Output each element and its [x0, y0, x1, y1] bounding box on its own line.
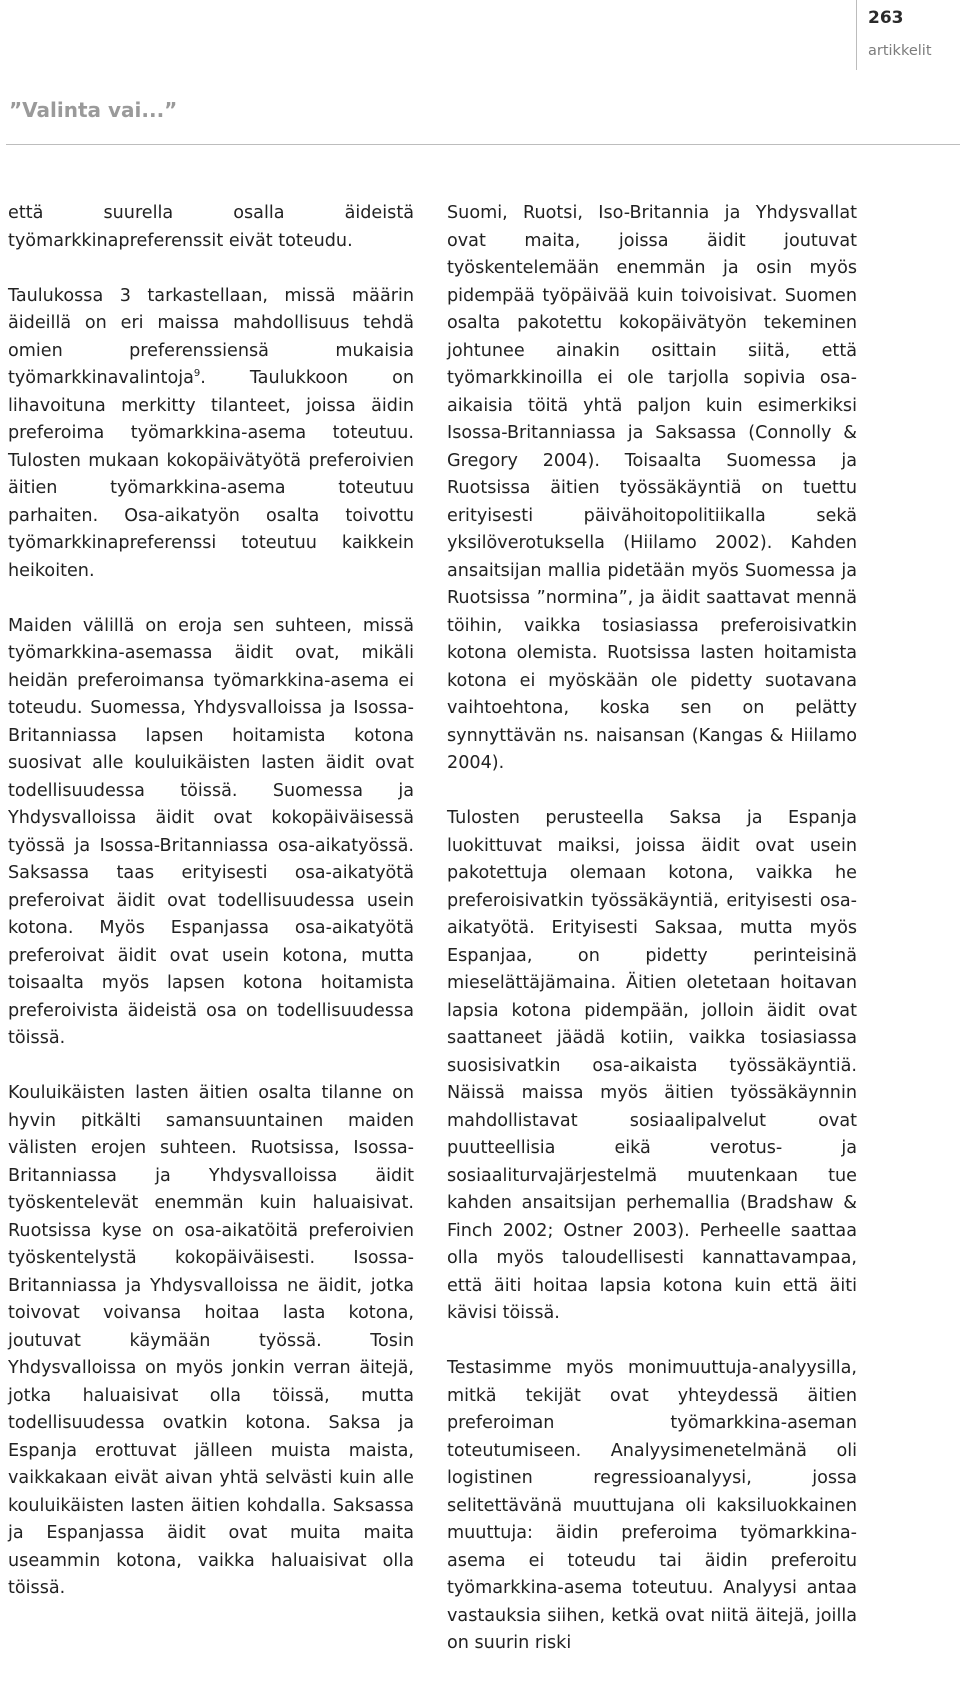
left-column [8, 200, 414, 1630]
paragraph-text: Taulukossa 3 tarkastellaan, missä määrin äideillä on eri maissa mahdollisuus tehdä omien preferenssiensä mukaisia työmarkkinavalintoja [8, 285, 414, 388]
paragraph: Kouluikäisten lasten äitien osalta tilanne on hyvin pitkälti samansuuntainen maiden välisten erojen suhteen. Ruotsissa, Isossa-Britanniassa ja Yhdysvalloissa äidit työskentelevät enemmän kuin haluaisivat. Ruotsissa kyse on osa-aikatöitä preferoivien työskentelystä kokopäiväisesti. Isossa-Britanniassa ja Yhdysvalloissa ne äidit, jotka toivovat voivansa hoitaa lasta kotona, joutuvat käymään työssä. Tosin Yhdysvalloissa on myös jonkin verran äitejä, jotka haluaisivat olla töissä, mutta todellisuudessa ovatkin kotona. Saksa ja Espanja erottuvat jälleen muista maista, vaikkakaan eivät aivan yhtä selvästi kuin alle kouluikäisten lasten äitien kohdalla. Saksassa ja Espanjassa äidit ovat muita maita useammin kotona, vaikka haluaisivat olla töissä. [8, 1083, 414, 1598]
paragraph: että suurella osalla äideistä työmarkkinapreferenssit eivät toteudu. [8, 203, 414, 251]
paragraph: Testasimme myös monimuuttuja-analyysilla, mitkä tekijät ovat yhteydessä äitien preferoiman työmarkkina-aseman toteutumiseen. Analyysimenetelmänä oli logistinen regressioanalyysi, jossa selitettävänä muuttujana oli kaksiluokkainen muuttuja: äidin preferoima työmarkkina-asema ei toteudu tai äidin preferoitu työmarkkina-asema toteutuu. Analyysi antaa vastauksia siihen, ketkä ovat niitä äitejä, joilla on suurin riski [447, 1358, 857, 1653]
paragraph-text: . Taulukkoon on lihavoituna merkitty tilanteet, joissa äidin preferoima työmarkkina-asema toteutuu. Tulosten mukaan kokopäivätyötä preferoivien äitien työmarkkina-asema toteutuu parhaiten. Osa-aikatyön osalta toivottu työmarkkinapreferenssi toteutuu kaikkein heikoiten. [8, 368, 414, 581]
section-label: artikkelit [868, 43, 932, 59]
paragraph: Suomi, Ruotsi, Iso-Britannia ja Yhdysvallat ovat maita, joissa äidit joutuvat työskentelemään enemmän ja osin myös pidempää työpäivää kuin toivoisivat. Suomen osalta pakotettu kokopäivätyön tekeminen johtunee ainakin osittain siitä, että työmarkkinoilla ei ole tarjolla sopivia osa-aikaisia töitä yhtä paljon kuin esimerkiksi Isossa-Britanniassa ja Saksassa (Connolly & Gregory 2004). Toisaalta Suomessa ja Ruotsissa äitien työssäkäyntiä on tuettu erityisesti päivähoitopolitiikalla sekä yksilöverotuksella (Hiilamo 2002). Kahden ansaitsijan mallia pidetään myös Suomessa ja Ruotsissa ”normina”, ja äidit saattavat mennä töihin, vaikka tosiasiassa preferoisivatkin kotona olemista. Ruotsissa lasten hoitamista kotona ei myöskään ole pidetty suotavana vaihtoehtona, koska sen on pelätty synnyttävän ns. naisansan (Kangas & Hiilamo 2004). [447, 203, 857, 773]
paragraph: Tulosten perusteella Saksa ja Espanja luokittuvat maiksi, joissa äidit ovat usein pakotettuja olemaan kotona, vaikka he preferoisivatkin työssäkäyntiä, erityisesti osa-aikatyötä. Erityisesti Saksaa, mutta myös Espanjaa, on pidetty perinteisinä mieselättäjämaina. Äitien oletetaan hoitavan lapsia kotona pidempään, jolloin äidit ovat saattaneet jäädä kotiin, vaikka tosiasiassa suosisivatkin osa-aikaista työssäkäyntiä. Näissä maissa myös äitien työssäkäynnin mahdollistavat sosiaalipalvelut ovat puutteellisia eikä verotus- ja sosiaaliturvajärjestelmä muutenkaan tue kahden ansaitsijan perhemallia (Bradshaw & Finch 2002; Ostner 2003). Perheelle saattaa olla myös taloudellisesti kannattavampaa, että äiti hoitaa lapsia kotona kuin että äiti kävisi töissä. [447, 808, 857, 1323]
page-number-box [856, 0, 960, 70]
running-title: ”Valinta vai...” [9, 98, 178, 122]
paragraph: Maiden välillä on eroja sen suhteen, missä työmarkkina-asemassa äidit ovat, mikäli heidän preferoimansa työmarkkina-asema ei toteudu. Suomessa, Yhdysvalloissa ja Isossa-Britanniassa lapsen hoitamista kotona suosivat alle kouluikäisten lasten äidit ovat todellisuudessa töissä. Suomessa ja Yhdysvalloissa äidit ovat kokopäiväisessä työssä ja Isossa-Britanniassa osa-aikatyössä. Saksassa taas erityisesti osa-aikatyötä preferoivat äidit ovat todellisuudessa usein kotona. Myös Espanjassa osa-aikatyötä preferoivat äidit ovat usein kotona, mutta toisaalta myös lapsen kotona hoitamista preferoivista äideistä osa on todellisuudessa töissä. [8, 615, 414, 1048]
footnote-marker: 9 [193, 368, 201, 380]
paragraph [8, 283, 414, 586]
page-number: 263 [868, 8, 904, 28]
right-column [447, 200, 857, 1685]
header-divider [6, 144, 960, 145]
